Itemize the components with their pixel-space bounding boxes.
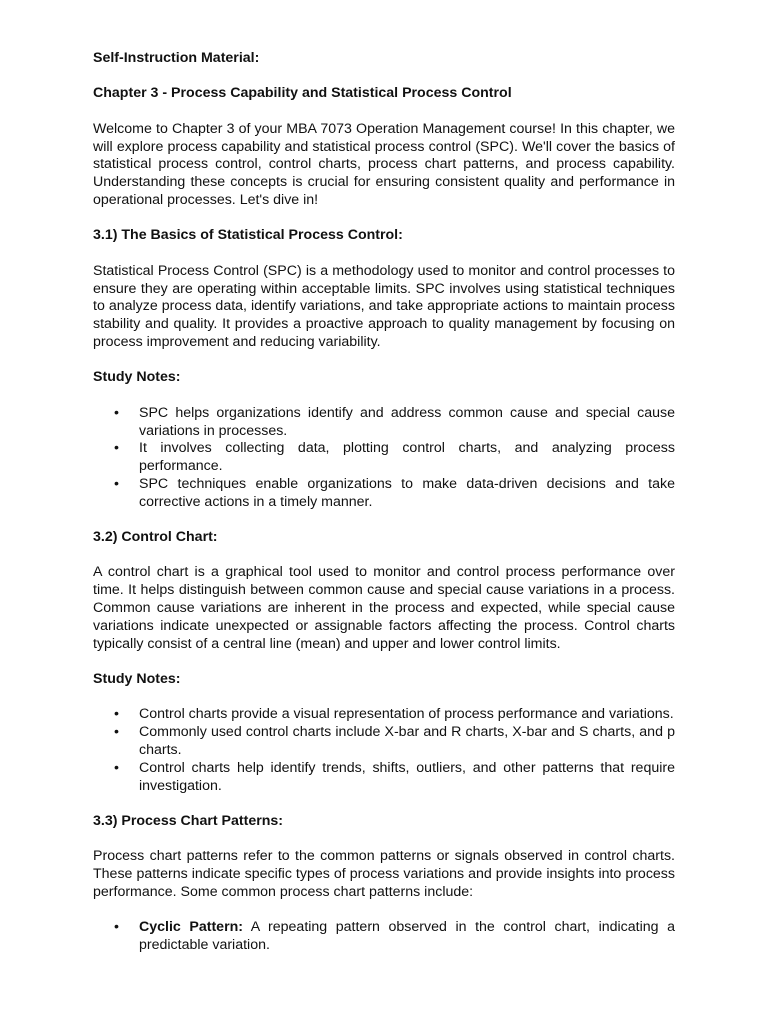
list-item-text: Control charts help identify trends, shifts, outliers, and other patterns that require investigation. bbox=[139, 759, 675, 794]
section-heading-3-2: 3.2) Control Chart: bbox=[93, 529, 218, 546]
bullet-icon: • bbox=[114, 759, 119, 776]
study-notes-heading: Study Notes: bbox=[93, 671, 181, 688]
section-heading-3-1: 3.1) The Basics of Statistical Process Control: bbox=[93, 227, 403, 244]
section-body-3-1: Statistical Process Control (SPC) is a methodology used to monitor and control processes to ensure they are operating within acceptable limits. SPC involves using statistical techniques to analyze process data, identify variations, and take appropriate actions to maintain process stability and quality. It provides a proactive approach to quality management by focusing on process improvement and reducing variability. bbox=[93, 262, 675, 350]
list-item bbox=[93, 706, 675, 724]
pattern-term: Cyclic Pattern: bbox=[139, 919, 243, 936]
section-heading-3-3: 3.3) Process Chart Patterns: bbox=[93, 813, 284, 830]
chapter-title: Chapter 3 - Process Capability and Statistical Process Control bbox=[93, 85, 512, 102]
bullet-icon: • bbox=[114, 919, 119, 936]
list-item-text: SPC helps organizations identify and address common cause and special cause variations in processes. bbox=[139, 404, 675, 439]
list-item-text: SPC techniques enable organizations to make data-driven decisions and take corrective actions in a timely manner. bbox=[139, 475, 675, 510]
pattern-description: A repeating pattern observed in the control chart, indicating a predictable variation. bbox=[139, 919, 675, 954]
list-item bbox=[93, 476, 675, 512]
section-body-3-3: Process chart patterns refer to the common patterns or signals observed in control charts. These patterns indicate specific types of process variations and provide insights into process performance. Some common process chart patterns include: bbox=[93, 848, 675, 901]
list-item bbox=[93, 724, 675, 760]
intro-paragraph: Welcome to Chapter 3 of your MBA 7073 Operation Management course! In this chapter, we will explore process capability and statistical process control (SPC). We'll cover the basics of statistical process control, control charts, process chart patterns, and process capability. Understanding these concepts is crucial for ensuring consistent quality and performance in operational processes. Let's dive in! bbox=[93, 120, 675, 208]
study-notes-list bbox=[93, 405, 675, 512]
study-notes-list bbox=[93, 706, 675, 795]
list-item-text: It involves collecting data, plotting control charts, and analyzing process performance. bbox=[139, 440, 675, 475]
bullet-icon: • bbox=[114, 724, 119, 741]
section-body-3-2: A control chart is a graphical tool used to monitor and control process performance over time. It helps distinguish between common cause and special cause variations in a process. Common cause variations are inherent in the process and expected, while special cause variations indicate unexpected or assignable factors affecting the process. Control charts typically consist of a central line (mean) and upper and lower control limits. bbox=[93, 564, 675, 652]
document-label: Self-Instruction Material: bbox=[93, 50, 260, 66]
study-notes-heading: Study Notes: bbox=[93, 369, 181, 386]
list-item bbox=[93, 919, 675, 955]
pattern-list bbox=[93, 919, 675, 955]
bullet-icon: • bbox=[114, 706, 119, 723]
list-item-text: Commonly used control charts include X-bar and R charts, X-bar and S charts, and p charts. bbox=[139, 724, 675, 759]
list-item bbox=[93, 405, 675, 441]
list-item bbox=[93, 760, 675, 796]
bullet-icon: • bbox=[114, 475, 119, 492]
bullet-icon: • bbox=[114, 440, 119, 457]
bullet-icon: • bbox=[114, 404, 119, 421]
list-item-text: Control charts provide a visual representation of process performance and variations. bbox=[139, 706, 674, 723]
document-page bbox=[93, 50, 675, 973]
list-item bbox=[93, 440, 675, 476]
